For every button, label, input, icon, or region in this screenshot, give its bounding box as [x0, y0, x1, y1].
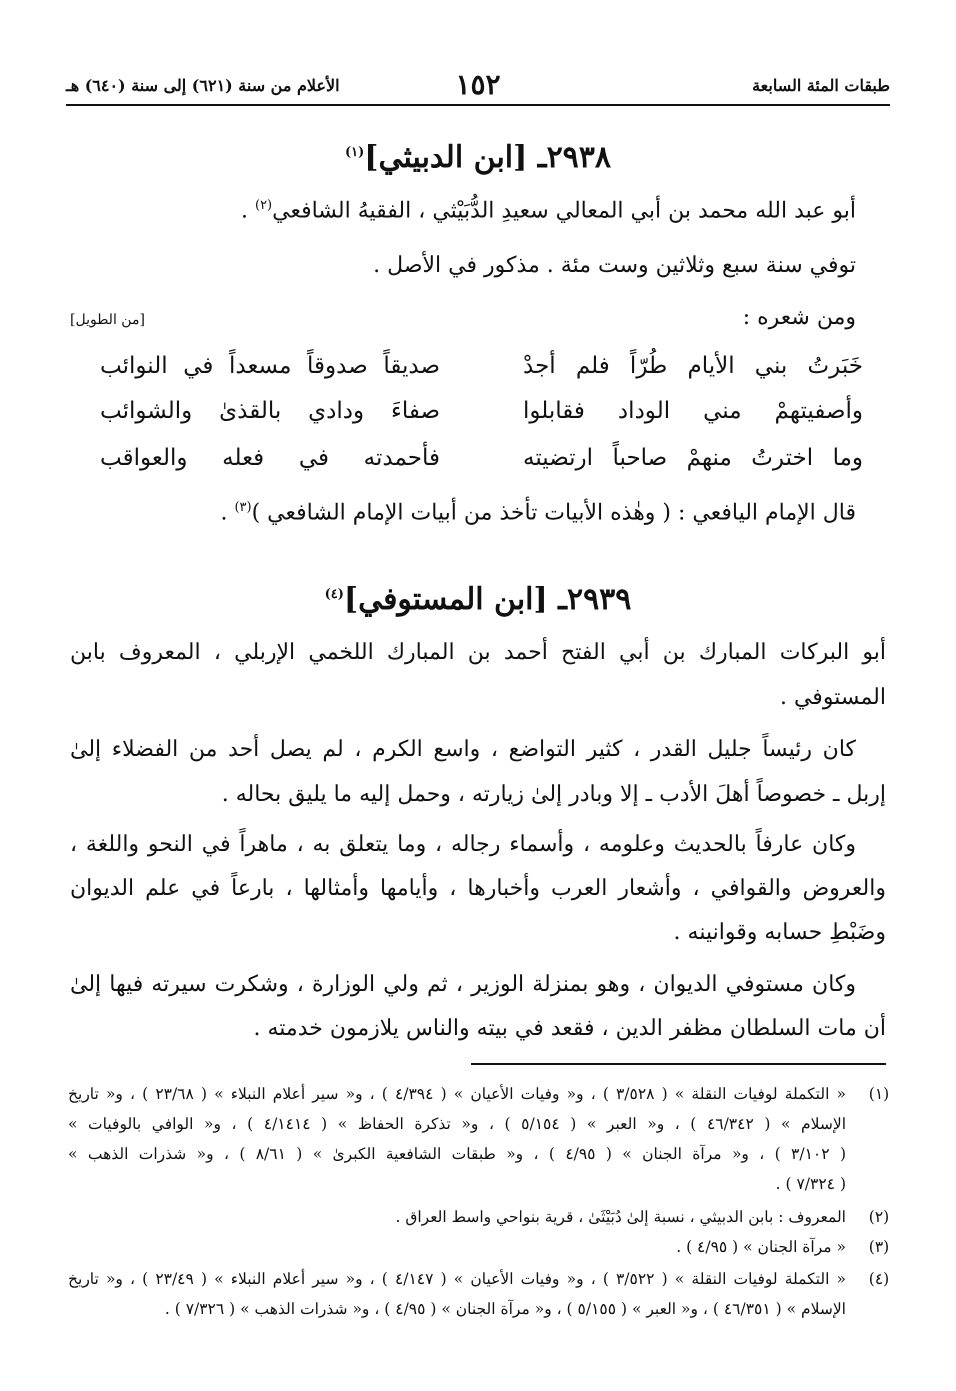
footnote-number: (٣) [868, 1238, 890, 1256]
footnote-line: « التكملة لوفيات النقلة » ( ٣/٥٢٢ ) ، و« وفيات الأعيان » ( ٤/١٤٧ ) ، و« سير أعلام النبلاء » ( ٢٣/٤٩ ) ، و« تاريخ [68, 1270, 846, 1288]
paragraph-line [70, 198, 856, 223]
running-head-title: طبقات المئة السابعة [752, 76, 890, 95]
paragraph-text: . [240, 198, 255, 224]
footnote-ref: (١) [344, 145, 365, 160]
running-head-range: الأعلام من سنة (٦٢١) إلى سنة (٦٤٠) هـ [66, 76, 340, 95]
paragraph-line: وكان مستوفي الديوان ، وهو بمنزلة الوزير ، ثم ولي الوزارة ، وشكرت سيرته فيها إلىٰ [70, 972, 856, 997]
paragraph-line: وكان عارفاً بالحديث وعلومه ، وأسماء رجاله ، وما يتعلق به ، ماهراً في النحو واللغة ، [70, 832, 856, 857]
footnote-line: ( ٣/١٠٢ ) ، و« مرآة الجنان » ( ٤/٩٥ ) ، و« طبقات الشافعية الكبرىٰ » ( ٨/٦١ ) ، و« شذرات الذهب » [68, 1145, 846, 1163]
footnote-line: ( ٧/٣٢٤ ) . [775, 1175, 846, 1193]
footnote-divider [471, 1063, 886, 1065]
footnote-ref: (٢) [254, 198, 273, 213]
running-head [66, 68, 890, 106]
meter-label: [من الطويل] [70, 312, 145, 328]
entry-heading-text: ٢٩٣٩ـ [ابن المستوفي] [343, 582, 632, 617]
footnote-line: المعروف : بابن الدبيثي ، نسبة إلىٰ دُبَيْثَىٰ ، قرية بنواحي واسط العراق . [395, 1208, 846, 1226]
paragraph-line [70, 500, 856, 525]
footnote-line: « التكملة لوفيات النقلة » ( ٣/٥٢٨ ) ، و« وفيات الأعيان » ( ٤/٣٩٤ ) ، و« سير أعلام النبلاء » ( ٢٣/٦٨ ) ، و« تاريخ [68, 1085, 846, 1103]
footnote-ref: (٤) [324, 587, 344, 602]
paragraph-line: توفي سنة سبع وثلاثين وست مئة . مذكور في الأصل . [373, 253, 856, 278]
paragraph-line: أبو البركات المبارك بن أبي الفتح أحمد بن المبارك اللخمي الإربلي ، المعروف بابن [70, 640, 886, 665]
footnote-number: (١) [868, 1085, 890, 1103]
page-number: ١٥٢ [455, 68, 501, 101]
paragraph-line: إربل ـ خصوصاً أهلَ الأدب ـ إلا وبادر إلىٰ زيارته ، وحمل إليه ما يليق بحاله . [221, 782, 886, 807]
verse-hemistich: فأحمدته في فعله والعواقب [100, 445, 440, 471]
paragraph-line: المستوفي . [779, 685, 886, 710]
footnote-number: (٤) [868, 1270, 890, 1288]
paragraph-text: قال الإمام اليافعي : ( وهٰذه الأبيات تأخذ من أبيات الإمام الشافعي ) [251, 500, 856, 526]
verse-hemistich: وأصفيتهمْ مني الوداد فقابلوا [523, 398, 863, 424]
verse-hemistich: صفاءَ ودادي بالقذىٰ والشوائب [100, 398, 440, 424]
footnote-number: (٢) [868, 1208, 890, 1226]
footnote-line: « مرآة الجنان » ( ٤/٩٥ ) . [676, 1238, 846, 1256]
entry-heading [0, 582, 956, 617]
paragraph-text: أبو عبد الله محمد بن أبي المعالي سعيدِ الدُّبَيْثي ، الفقيهُ الشافعي [272, 198, 856, 224]
paragraph-line: وضَبْطِ حسابه وقوانينه . [673, 920, 886, 945]
paragraph-line: كان رئيساً جليل القدر ، كثير التواضع ، واسع الكرم ، لم يصل أحد من الفضلاء إلىٰ [70, 737, 856, 762]
paragraph-line: ومن شعره : [742, 305, 856, 330]
footnote-ref: (٣) [234, 500, 252, 515]
paragraph-line: والعروض والقوافي ، وأشعار العرب وأخبارها ، وأيامها وأمثالها ، بارعاً في علم الديوان [70, 876, 886, 901]
entry-heading [0, 140, 956, 175]
verse-hemistich: وما اخترتُ منهمْ صاحباً ارتضيته [523, 445, 863, 471]
paragraph-line: أن مات السلطان مظفر الدين ، فقعد في بيته والناس يلازمون خدمته . [253, 1016, 886, 1041]
paragraph-text: . [220, 500, 235, 526]
footnote-line: الإسلام » ( ٤٦/٣٤٢ ) ، و« العبر » ( ٥/١٥٤ ) ، و« تذكرة الحفاظ » ( ٤/١٤١٤ ) ، و« الوافي بالوفيات » [68, 1115, 847, 1133]
entry-heading-text: ٢٩٣٨ـ [ابن الدبيثي] [364, 140, 612, 175]
verse-hemistich: صديقاً صدوقاً مسعداً في النوائب [100, 353, 440, 379]
verse-hemistich: خَبَرتُ بني الأيام طُرّاً فلم أجدْ [523, 353, 863, 379]
footnote-line: الإسلام » ( ٤٦/٣٥١ ) ، و« العبر » ( ٥/١٥٥ ) ، و« مرآة الجنان » ( ٤/٩٥ ) ، و« شذرات الذهب » ( ٧/٣٢٦ ) . [164, 1300, 846, 1318]
